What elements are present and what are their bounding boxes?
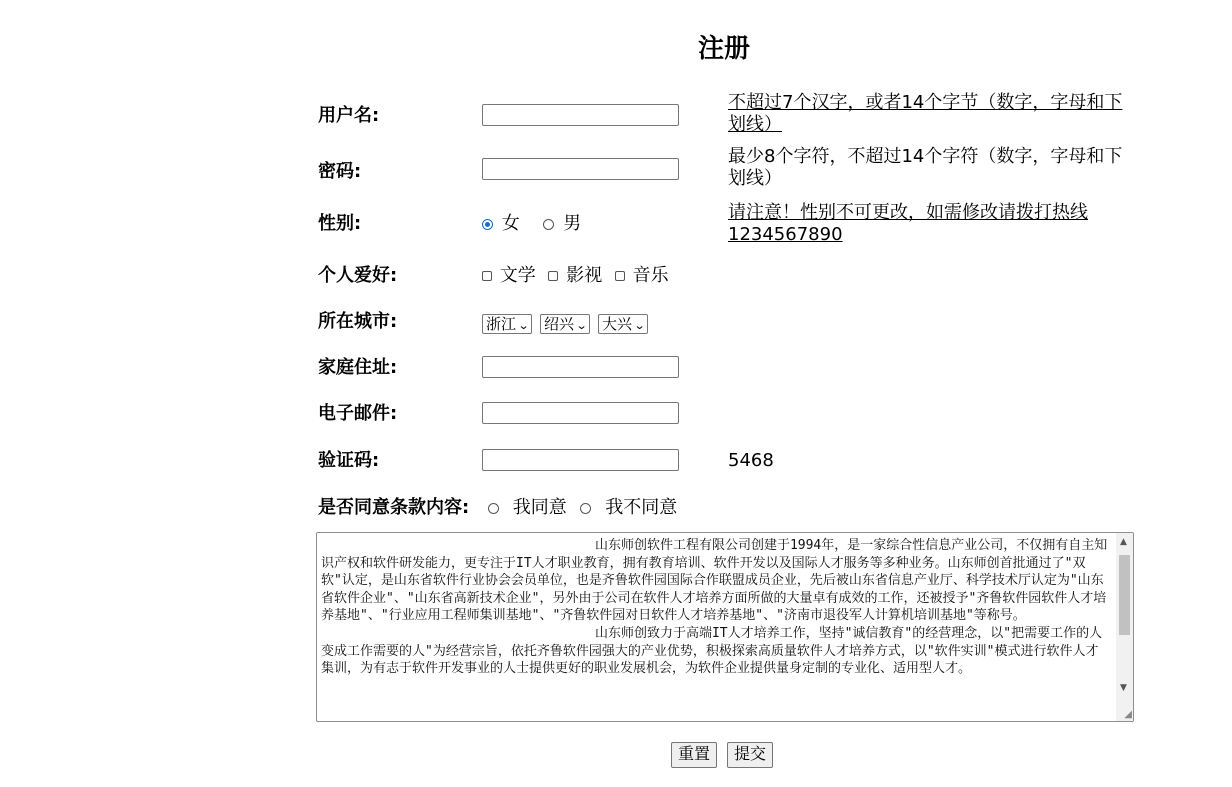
agree-yes-label[interactable]: 我同意 xyxy=(512,497,567,518)
hobby-music-checkbox[interactable] xyxy=(615,271,625,281)
captcha-input[interactable] xyxy=(482,449,679,471)
chevron-down-icon: ⌄ xyxy=(633,319,646,332)
province-select[interactable] xyxy=(482,314,532,334)
agree-label: 是否同意条款内容: xyxy=(318,497,470,518)
email-label: 电子邮件: xyxy=(318,403,398,424)
agree-no-radio[interactable] xyxy=(580,503,591,514)
district-select[interactable] xyxy=(598,314,648,334)
page-title: 注册 xyxy=(697,34,750,64)
agree-options xyxy=(488,496,677,520)
password-label: 密码: xyxy=(318,161,362,182)
hobby-literature-label[interactable]: 文学 xyxy=(499,265,536,286)
submit-button[interactable]: 提交 xyxy=(727,742,773,768)
agree-yes-radio[interactable] xyxy=(488,503,499,514)
hobbies-label: 个人爱好: xyxy=(318,265,398,286)
gender-female-radio[interactable] xyxy=(482,219,493,230)
terms-textarea[interactable] xyxy=(316,532,1134,722)
resize-grip-icon[interactable]: ◢ xyxy=(1124,709,1132,720)
username-label: 用户名: xyxy=(318,105,380,126)
scroll-thumb[interactable] xyxy=(1119,555,1130,635)
hobby-film-label[interactable]: 影视 xyxy=(566,265,603,286)
scroll-up-arrow-icon[interactable]: ▲ xyxy=(1120,537,1127,547)
chevron-down-icon: ⌄ xyxy=(575,319,588,332)
province-value: 浙江 xyxy=(486,315,517,333)
address-input[interactable] xyxy=(482,356,679,378)
gender-hint: 请注意！性别不可更改，如需修改请拨打热线1234567890 xyxy=(728,202,1088,245)
password-input[interactable] xyxy=(482,158,679,180)
city-selects xyxy=(482,313,648,334)
username-hint: 不超过7个汉字，或者14个字节（数字，字母和下划线） xyxy=(728,92,1123,135)
hobby-film-checkbox[interactable] xyxy=(548,271,558,281)
reset-button[interactable]: 重置 xyxy=(671,742,717,768)
city-select[interactable] xyxy=(540,314,590,334)
terms-scrollbar[interactable] xyxy=(1116,533,1133,721)
hobby-music-label[interactable]: 音乐 xyxy=(632,265,669,286)
gender-male-label[interactable]: 男 xyxy=(563,213,582,234)
captcha-label: 验证码: xyxy=(318,450,380,471)
chevron-down-icon: ⌄ xyxy=(517,319,530,332)
scroll-down-arrow-icon[interactable]: ▼ xyxy=(1120,683,1127,693)
hobbies-options xyxy=(482,264,669,288)
username-input[interactable] xyxy=(482,104,679,126)
terms-text: 山东师创软件工程有限公司创建于1994年，是一家综合性信息产业公司，不仅拥有自主知识产权和软件研发能力，更专注于IT人才职业教育，拥有教育培训、软件开发以及国际人才服务等多种业务。山东师创首批通过了"双软"认定，是山东省软件行业协会会员单位，也是齐鲁软件园国际合作联盟成员企业，先后被山东省信息产业厅、科学技术厅认定为"山东省软件企业"、"山东省高新技术企业"，另外由于公司在软件人才培养方面所做的大量卓有成效的工作，还被授予"齐鲁软件园软件人才培养基地"、"行业应用工程师集训基地"、"齐鲁软件园对日软件人才培养基地"、"济南市退役军人计算机培训基地"等称号。 山东师创致力于高端IT人才培养工作，坚持"诚信教育"的经营理念，以"把需要工作的人变成工作需要的人"为经营宗旨，依托齐鲁软件园强大的产业优势，积极探索高质量软件人才培养方式，以"软件实训"模式进行软件人才集训，为有志于软件开发事业的人士提供更好的职业发展机会，为软件企业提供量身定制的专业化、适用型人才。 xyxy=(321,538,1108,677)
gender-label: 性别: xyxy=(318,213,362,234)
hobby-literature-checkbox[interactable] xyxy=(482,271,492,281)
address-label: 家庭住址: xyxy=(318,357,398,378)
agree-no-label[interactable]: 我不同意 xyxy=(605,497,678,518)
gender-female-label[interactable]: 女 xyxy=(501,213,520,234)
city-value: 绍兴 xyxy=(543,315,574,333)
gender-male-radio[interactable] xyxy=(543,219,554,230)
captcha-code: 5468 xyxy=(728,450,774,471)
gender-options xyxy=(482,212,581,236)
email-input[interactable] xyxy=(482,402,679,424)
password-hint: 最少8个字符，不超过14个字符（数字，字母和下划线） xyxy=(728,146,1123,189)
district-value: 大兴 xyxy=(601,315,632,333)
city-label: 所在城市: xyxy=(318,311,398,332)
